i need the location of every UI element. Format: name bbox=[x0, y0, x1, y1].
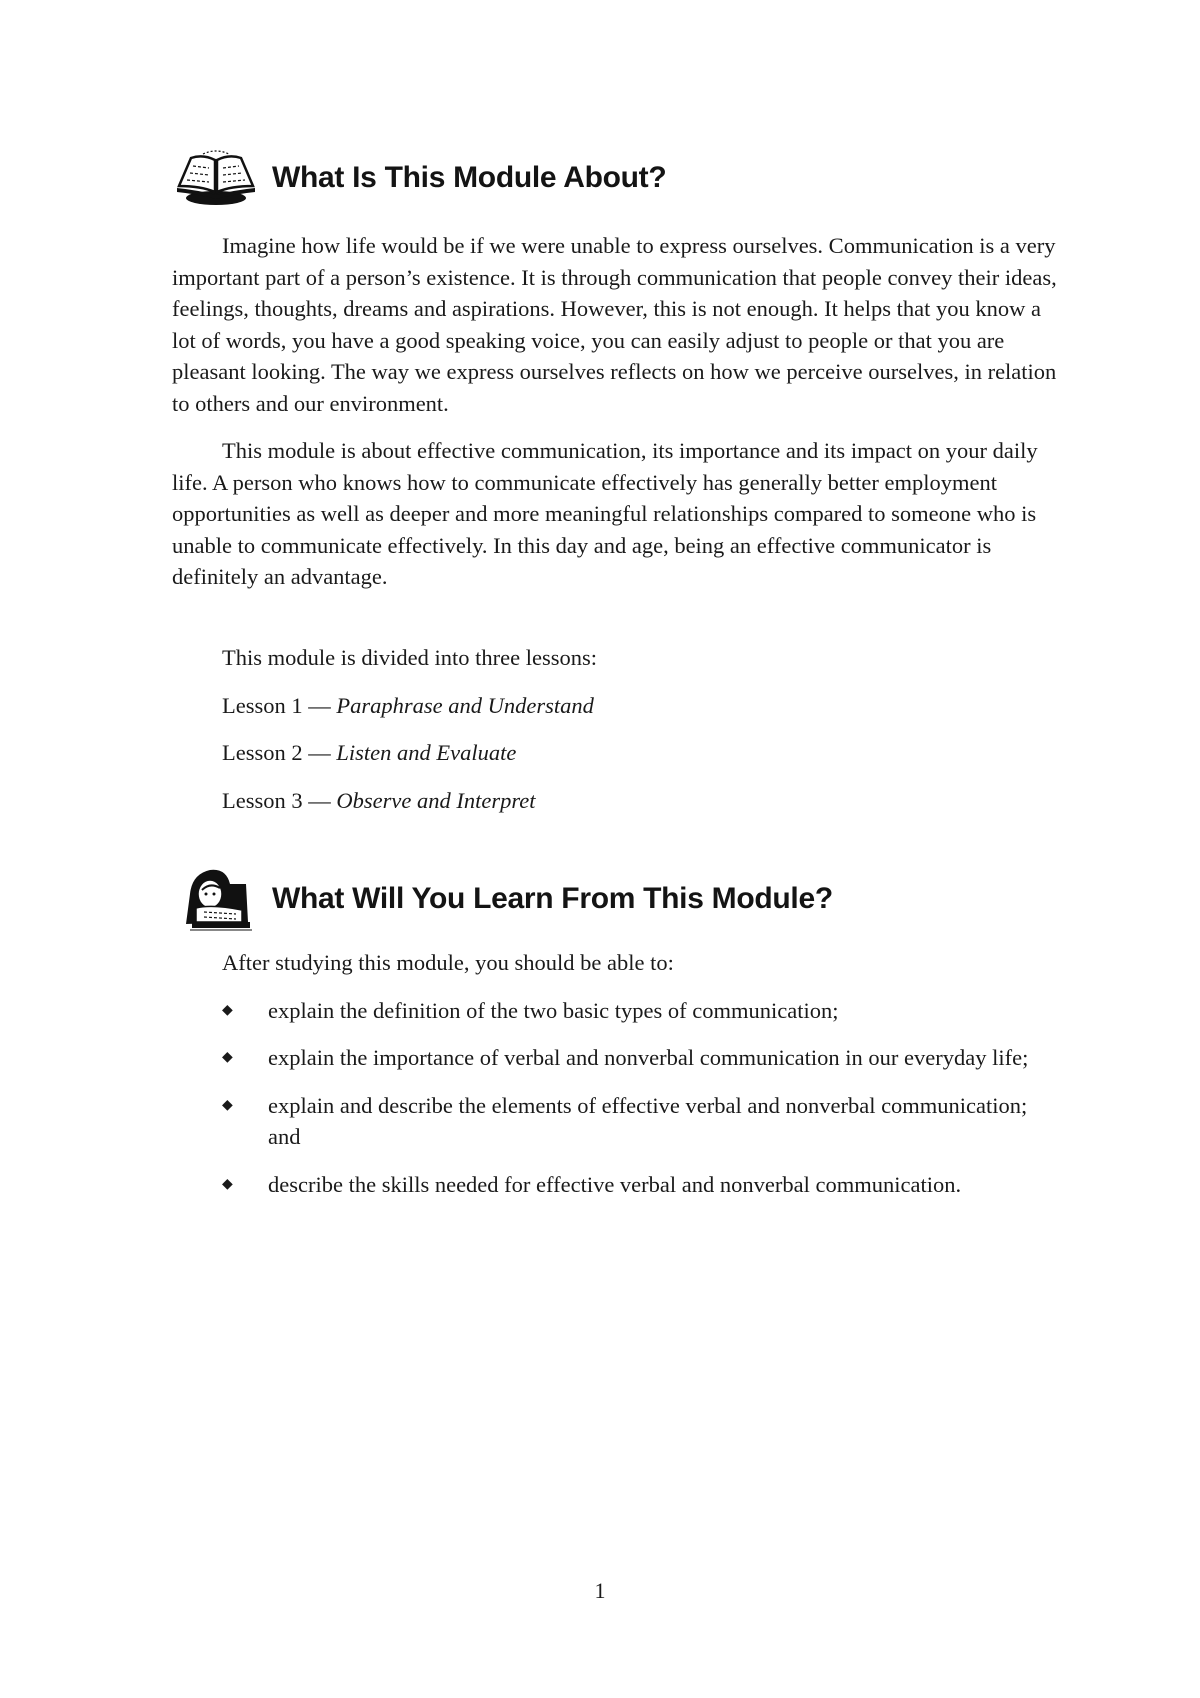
lesson-title: Observe and Interpret bbox=[336, 787, 536, 813]
lesson-label: Lesson 2 — bbox=[222, 740, 337, 765]
objective-item bbox=[222, 1042, 1042, 1074]
objective-text: explain and describe the elements of effective verbal and nonverbal communication; and bbox=[268, 1092, 1028, 1149]
paragraph: Imagine how life would be if we were unable to express ourselves. Communication is a very important part of a person’s existence. It is through communication that people convey their ideas, feelings, thoughts, dreams and aspirations. However, this is not enough. It helps that you know a lot of words, you have a good speaking voice, you can easily adjust to people or that you are pleasant looking. The way we express ourselves reflects on how we perceive ourselves, in relation to others and our environment. bbox=[172, 233, 1057, 416]
lesson-title: Listen and Evaluate bbox=[336, 740, 517, 765]
student-reading-icon bbox=[172, 866, 260, 932]
diamond-bullet-icon: ◆ bbox=[222, 1097, 233, 1113]
learning-objectives bbox=[222, 947, 1042, 1216]
lesson-title: Paraphrase and Understand bbox=[336, 692, 594, 718]
page-number: 1 bbox=[594, 1578, 606, 1603]
about-body bbox=[172, 230, 1062, 593]
objective-text: explain the definition of the two basic types of communication; bbox=[268, 997, 839, 1023]
section-title: What Is This Module About? bbox=[272, 161, 667, 194]
lesson-label: Lesson 3 — bbox=[222, 787, 337, 813]
lesson-list bbox=[222, 642, 597, 832]
lesson-item bbox=[222, 690, 597, 722]
diamond-bullet-icon: ◆ bbox=[222, 1176, 233, 1192]
lesson-label: Lesson 1 — bbox=[222, 692, 337, 718]
objective-list bbox=[222, 995, 1042, 1201]
section-title: What Will You Learn From This Module? bbox=[272, 882, 833, 915]
objective-item bbox=[222, 1090, 1042, 1153]
lessons-intro: This module is divided into three lessons: bbox=[222, 645, 597, 670]
open-book-icon bbox=[172, 145, 260, 211]
lesson-item bbox=[222, 785, 597, 817]
objective-text: describe the skills needed for effective verbal and nonverbal communication. bbox=[268, 1171, 962, 1197]
paragraph: This module is about effective communication, its importance and its impact on your daily life. A person who knows how to communicate effectively has generally better employment opportunities as well as deeper and more meaningful relationships compared to someone who is unable to communicate effectively. In this day and age, being an effective communicator is definitely an advantage. bbox=[172, 438, 1038, 589]
objective-item bbox=[222, 1169, 1042, 1201]
objective-text: explain the importance of verbal and nonverbal communication in our everyday life; bbox=[268, 1045, 1029, 1070]
section-heading-about bbox=[172, 145, 666, 211]
objectives-intro: After studying this module, you should be able to: bbox=[222, 950, 674, 975]
section-heading-learn bbox=[172, 866, 833, 932]
lesson-item bbox=[222, 737, 597, 769]
diamond-bullet-icon: ◆ bbox=[222, 1002, 233, 1018]
diamond-bullet-icon: ◆ bbox=[222, 1050, 233, 1065]
objective-item bbox=[222, 995, 1042, 1027]
